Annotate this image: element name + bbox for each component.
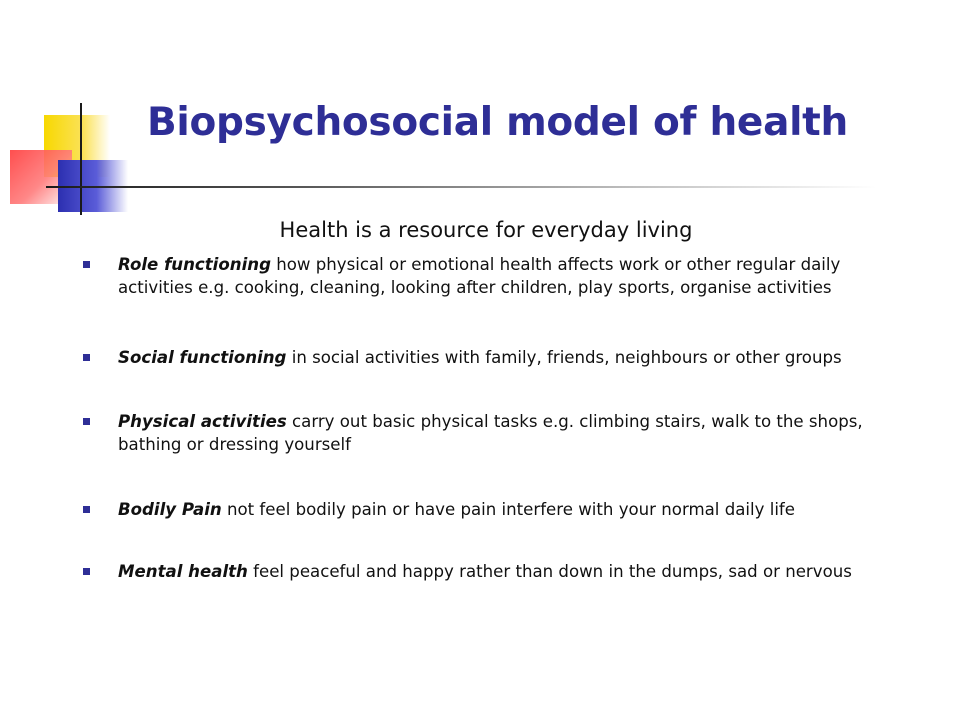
- bullet-list: [80, 253, 890, 583]
- bullet-item-role-functioning: [80, 253, 890, 299]
- bullet-term: Role functioning: [118, 255, 271, 274]
- bullet-text: how physical or emotional health affects work or other regular daily activities e.g. cooking, cleaning, looking after children, play sports, organise activities: [118, 255, 841, 297]
- bullet-term: Bodily Pain: [118, 500, 222, 519]
- bullet-text: carry out basic physical tasks e.g. climbing stairs, walk to the shops, bathing or dressing yourself: [118, 412, 863, 454]
- logo-vertical-line: [80, 103, 82, 215]
- square-bullet-icon: [83, 418, 90, 425]
- square-bullet-icon: [83, 261, 90, 268]
- bullet-text: feel peaceful and happy rather than down in the dumps, sad or nervous: [247, 562, 852, 581]
- square-bullet-icon: [83, 354, 90, 361]
- bullet-term: Social functioning: [118, 348, 287, 367]
- bullet-text: not feel bodily pain or have pain interfere with your normal daily life: [221, 500, 795, 519]
- bullet-term: Mental health: [118, 562, 248, 581]
- bullet-text: in social activities with family, friends, neighbours or other groups: [286, 348, 842, 367]
- bullet-item-physical-activities: [80, 410, 890, 456]
- title-underline-divider: [46, 186, 876, 188]
- square-bullet-icon: [83, 506, 90, 513]
- bullet-item-bodily-pain: [80, 498, 890, 521]
- slide-title: Biopsychosocial model of health: [147, 100, 848, 145]
- slide-logo-decoration: [0, 0, 140, 230]
- bullet-term: Physical activities: [118, 412, 287, 431]
- bullet-item-mental-health: [80, 560, 890, 583]
- bullet-item-social-functioning: [80, 346, 890, 369]
- slide-subtitle: Health is a resource for everyday living: [279, 218, 693, 242]
- square-bullet-icon: [83, 568, 90, 575]
